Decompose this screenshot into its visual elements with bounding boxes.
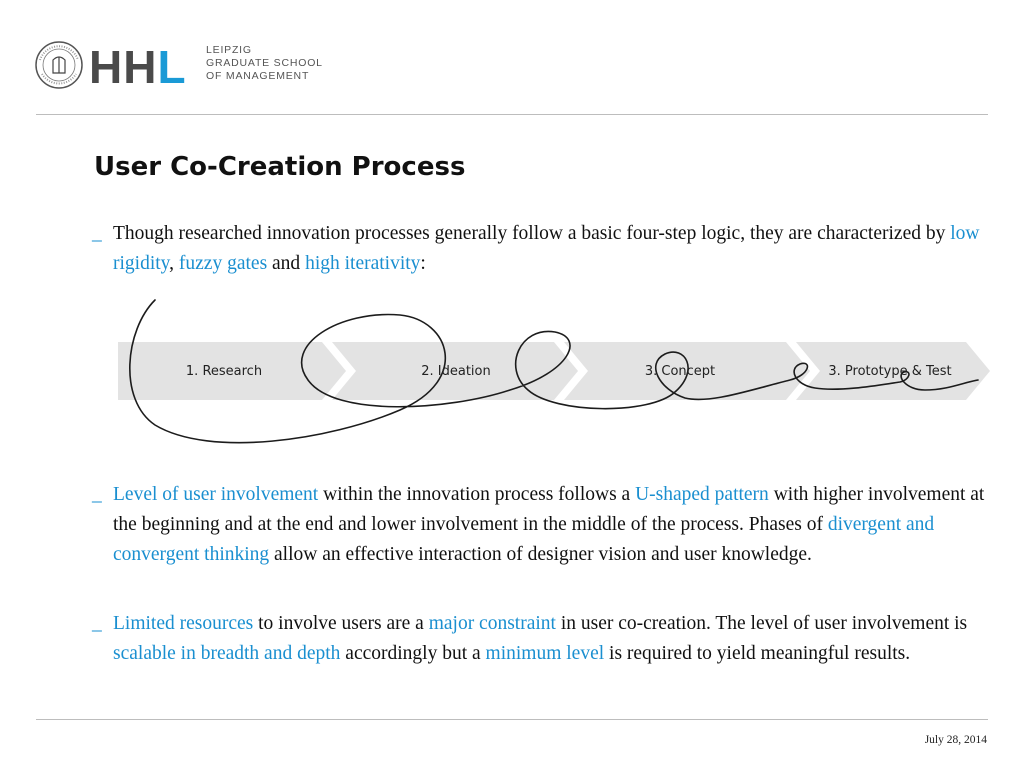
highlight-divergent-convergent: divergent and convergent thinking [113, 514, 935, 565]
logo-wordmark [89, 41, 187, 93]
bullet-limited-resources [92, 609, 987, 669]
text-run: with higher involvement at the beginning and at the end and lower involvement in the middle of the process. Phases of [113, 484, 985, 535]
footer-divider [36, 719, 988, 720]
highlight-scalable: scalable in breadth and depth [113, 643, 341, 664]
bullet-text [113, 219, 987, 279]
text-run: , [169, 253, 179, 274]
logo-text-line: OF MANAGEMENT [206, 70, 310, 82]
bullet-marker: _ [92, 484, 102, 505]
highlight-limited-resources: Limited resources [113, 613, 254, 634]
process-diagram [110, 290, 995, 450]
text-run: accordingly but a [340, 643, 486, 664]
bullet-marker: _ [92, 223, 102, 244]
highlight-major-constraint: major constraint [428, 613, 556, 634]
hhl-seal-icon [34, 40, 84, 90]
bullet-marker: _ [92, 613, 102, 634]
stage-label: 3. Concept [644, 364, 716, 379]
text-run: within the innovation process follows a [318, 484, 636, 505]
highlight-low-rigidity: low rigidity [113, 223, 980, 274]
bullet-process-logic [92, 219, 987, 279]
header-divider [36, 114, 988, 115]
footer-date: July 28, 2014 [924, 734, 987, 746]
bullet-text [113, 609, 987, 669]
bullet-text [113, 480, 987, 570]
text-run: allow an effective interaction of designer vision and user knowledge. [269, 544, 812, 565]
highlight-fuzzy-gates: fuzzy gates [178, 253, 268, 274]
highlight-minimum-level: minimum level [485, 643, 605, 664]
logo-school-name [206, 44, 323, 83]
highlight-high-iterativity: high iterativity [305, 253, 421, 274]
text-run: Though researched innovation processes generally follow a basic four-step logic, they are characterized by [113, 223, 951, 244]
text-run: in user co-creation. The level of user involvement is [555, 613, 968, 634]
stage-label: 2. Ideation [421, 364, 491, 379]
highlight-level-of-user-involvement: Level of user involvement [113, 484, 319, 505]
text-run: to involve users are a [253, 613, 429, 634]
stage-label: 1. Research [185, 364, 263, 379]
text-run: and [267, 253, 306, 274]
highlight-u-shaped-pattern: U-shaped pattern [635, 484, 769, 505]
bullet-user-involvement [92, 480, 987, 570]
logo-letter-accent: L [157, 41, 187, 93]
hhl-logo [34, 38, 334, 92]
text-run: : [420, 253, 426, 274]
stage-label: 3. Prototype & Test [828, 364, 952, 379]
logo-text-line: LEIPZIG [206, 44, 252, 56]
slide-title: User Co-Creation Process [94, 152, 466, 182]
logo-letters-main: HH [89, 41, 158, 93]
text-run: is required to yield meaningful results. [604, 643, 911, 664]
logo-text-line: GRADUATE SCHOOL [206, 57, 323, 69]
